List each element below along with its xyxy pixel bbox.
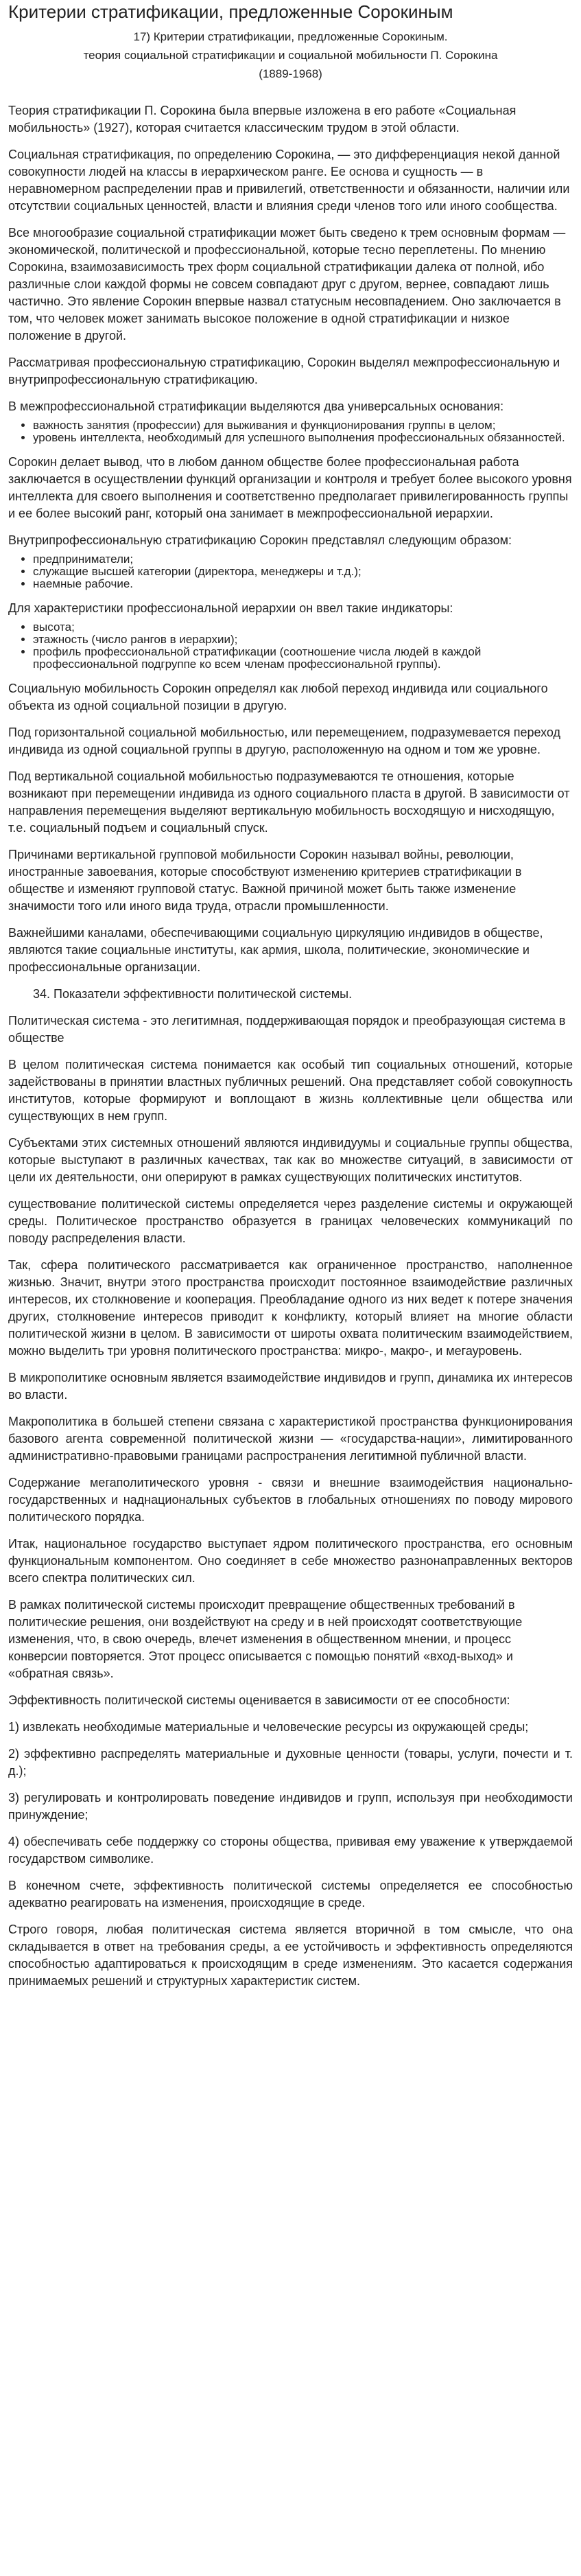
paragraph: Под вертикальной социальной мобильностью подразумеваются те отношения, которые возникают при перемещении индивида из одного социального пласта в другой. В зависимости от направления перемещения выделяют вертикальную мобильность восходящую и нисходящую, т.е. социальный подъем и социальный спуск.: [8, 769, 570, 835]
subtitle-line-2: (1889-1968): [259, 67, 322, 80]
list-item: • наемные рабочие.: [33, 578, 573, 590]
paragraph: Строго говоря, любая политическая система является вторичной в том смысле, что она складывается в ответ на требования среды, а ее устойчивость и эффективность определяются способностью адаптироваться к происходящим в среде изменениям. Это касается содержания принимаемых решений и структурных характеристик систем.: [8, 1923, 573, 1988]
paragraph: В целом политическая система понимается как особый тип социальных отношений, которые задействованы в принятии властных публичных решений. Она представляет собой совокупность институтов, которые формируют и воплощают в жизнь коллективные цели общества или существующих в нем групп.: [8, 1058, 573, 1123]
paragraph: Содержание мегаполитического уровня - связи и внешние взаимодействия национально-государственных и наднациональных субъектов в глобальных отношениях по поводу мирового политического порядка.: [8, 1476, 573, 1524]
list-item: • уровень интеллекта, необходимый для успешного выполнения профессиональных обязанностей.: [33, 432, 573, 444]
paragraph: Макрополитика в большей степени связана с характеристикой пространства функционирования базового агента современной политической жизни — «государства-нации», лимитированного административно-правовыми границами распространения легитимной публичной власти.: [8, 1415, 573, 1463]
paragraph: Внутрипрофессиональную стратификацию Сорокин представлял следующим образом:: [8, 533, 512, 547]
paragraph: Итак, национальное государство выступает ядром политического пространства, его основным функциональным компонентом. Оно соединяет в себе множество разнонаправленных векторов всего спектра политических сил.: [8, 1537, 573, 1585]
paragraph: Под горизонтальной социальной мобильностью, или перемещением, подразумевается переход индивида из одной социальной группы в другую, расположенную на одном и том же уровне.: [8, 726, 560, 756]
section-title: 34. Показатели эффективности политической системы.: [33, 987, 353, 1001]
list-item: • важность занятия (профессии) для выживания и функционирования группы в целом;: [33, 419, 573, 432]
page-title: Критерии стратификации, предложенные Сорокиным: [8, 1, 453, 22]
paragraph: В конечном счете, эффективность политической системы определяется ее способностью адекватно реагировать на изменения, происходящие в среде.: [8, 1879, 573, 1910]
document: [0, 1, 581, 1990]
bullet-list: [8, 419, 573, 444]
paragraph: Так, сфера политического рассматривается как ограниченное пространство, наполненное жизнью. Значит, внутри этого пространства происходит постоянное взаимодействие различных интересов, их столкновение и кооперация. Преобладание одного из них ведет к потере значения других, столкновение интересов приводит к конфликту, который влияет на многие области политической жизни в целом. В зависимости от широты охвата политическим взаимодействием, можно выделить три уровня политического пространства: микро-, макро-, и мегауровень.: [8, 1258, 573, 1358]
paragraph: Социальную мобильность Сорокин определял как любой переход индивида или социального объекта из одной социальной позиции в другую.: [8, 682, 548, 712]
paragraph: В микрополитике основным является взаимодействие индивидов и групп, динамика их интересов во власти.: [8, 1371, 573, 1402]
paragraph: Теория стратификации П. Сорокина была впервые изложена в его работе «Социальная мобильность» (1927), которая считается классическим трудом в этой области.: [8, 104, 517, 135]
list-item: • высота;: [33, 621, 573, 634]
list-item: • служащие высшей категории (директора, менеджеры и т.д.);: [33, 566, 573, 578]
paragraph: Политическая система - это легитимная, поддерживающая порядок и преобразующая система в обществе: [8, 1014, 566, 1045]
list-item: • предприниматели;: [33, 553, 573, 566]
list-item: • этажность (число рангов в иерархии);: [33, 634, 573, 646]
paragraph: 3) регулировать и контролировать поведение индивидов и групп, используя при необходимости принуждение;: [8, 1791, 573, 1822]
subtitle-line-1: теория социальной стратификации и социальной мобильности П. Сорокина: [83, 49, 498, 62]
paragraph: Для характеристики профессиональной иерархии он ввел такие индикаторы:: [8, 601, 453, 615]
paragraph: 1) извлекать необходимые материальные и человеческие ресурсы из окружающей среды;: [8, 1720, 529, 1734]
paragraph: 4) обеспечивать себе поддержку со стороны общества, прививая ему уважение к утверждаемой государством символике.: [8, 1835, 573, 1866]
bullet-list: [8, 553, 573, 590]
paragraph: Социальная стратификация, по определению Сорокина, — это дифференциация некой данной совокупности людей на классы в иерархическом ранге. Ее основа и сущность — в неравномерном распределении прав и привилегий, ответственности и обязанности, наличии или отсутствии социальных ценностей, власти и влияния среди членов того или иного сообщества.: [8, 148, 570, 213]
paragraph: Важнейшими каналами, обеспечивающими социальную циркуляцию индивидов в обществе, являются такие социальные институты, как армия, школа, политические, экономические и профессиональные организации.: [8, 926, 543, 974]
paragraph: Рассматривая профессиональную стратификацию, Сорокин выделял межпрофессиональную и внутрипрофессиональную стратификацию.: [8, 356, 560, 386]
paragraph: В межпрофессиональной стратификации выделяются два универсальных основания:: [8, 399, 504, 413]
paragraph: 2) эффективно распределять материальные и духовные ценности (товары, услуги, почести и т. д.);: [8, 1747, 573, 1778]
bullet-list: [8, 621, 573, 671]
paragraph: В рамках политической системы происходит превращение общественных требований в политические решения, они воздействуют на среду и в ней происходят соответствующие изменения, что, в свою очередь, влечет изменения в общественном мнении, и процесс конверсии повторяется. Этот процесс описывается с помощью понятий «вход-выход» и «обратная связь».: [8, 1598, 523, 1680]
list-item: • профиль профессиональной стратификации (соотношение числа людей в каждой профессиональной подгруппе ко всем членам профессиональной группы).: [33, 646, 573, 671]
question-label: 17) Критерии стратификации, предложенные Сорокиным.: [133, 30, 448, 43]
paragraph: существование политической системы определяется через разделение системы и окружающей среды. Политическое пространство образуется в границах человеческих коммуникаций по поводу распределения власти.: [8, 1197, 573, 1245]
paragraph: Все многообразие социальной стратификации может быть сведено к трем основным формам — экономической, политической и профессиональной, которые тесно переплетены. По мнению Сорокина, взаимозависимость трех форм социальной стратификации далека от полной, ибо различные слои каждой формы не совсем совпадают друг с другом, вернее, совпадают лишь частично. Это явление Сорокин впервые назвал статусным несовпадением. Оно заключается в том, что человек может занимать высокое положение в одной стратификации и низкое положение в другой.: [8, 226, 566, 343]
paragraph: Причинами вертикальной групповой мобильности Сорокин называл войны, революции, иностранные завоевания, которые способствуют изменению критериев стратификации в обществе и изменяют групповой статус. Важной причиной может быть также изменение значимости того или иного вида труда, отрасли промышленности.: [8, 848, 522, 913]
paragraph: Субъектами этих системных отношений являются индивидуумы и социальные группы общества, которые выступают в различных качествах, так как во множестве ситуаций, в зависимости от цели их деятельности, они оперируют в рамках существующих политических институтов.: [8, 1136, 573, 1184]
paragraph: Сорокин делает вывод, что в любом данном обществе более профессиональная работа заключается в осуществлении функций организации и контроля и требует более высокого уровня интеллекта для своего выполнения и соответственно предполагает привилегированность группы и ее более высокий ранг, который она занимает в межпрофессиональной иерархии.: [8, 455, 572, 520]
paragraph: Эффективность политической системы оценивается в зависимости от ее способности:: [8, 1693, 510, 1707]
